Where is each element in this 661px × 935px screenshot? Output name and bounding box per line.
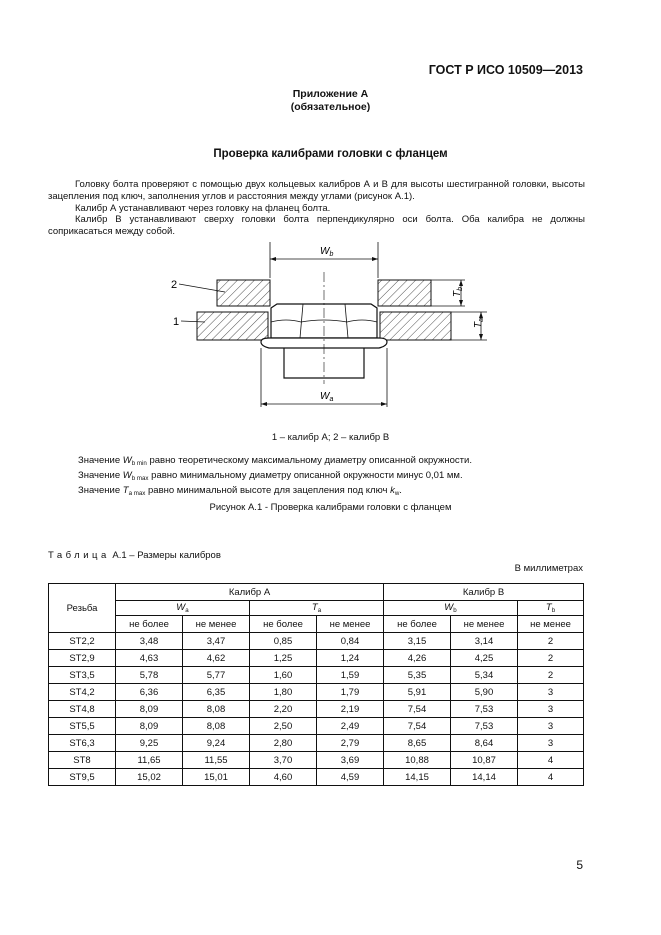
header-gauge-a: Калибр А [116, 584, 384, 601]
note-wb-min: Значение $W_{b min}$ равно теоретическому максимальному диаметру описанной окружности. [78, 455, 472, 467]
value-cell: 7,53 [451, 718, 518, 735]
header-max: не более [116, 616, 183, 633]
header-max: не более [250, 616, 317, 633]
value-cell: 8,65 [384, 735, 451, 752]
section-title: Проверка калибрами головки с фланцем [213, 148, 448, 160]
table-row [49, 684, 584, 701]
tb-label: $T_b$ [452, 286, 464, 297]
value-cell: 3 [518, 701, 584, 718]
value-cell: 1,25 [250, 650, 317, 667]
value-cell: 3,47 [183, 633, 250, 650]
gauge-dimensions-table [48, 583, 584, 786]
value-cell: 14,15 [384, 769, 451, 786]
value-cell: 4,63 [116, 650, 183, 667]
value-cell: 5,91 [384, 684, 451, 701]
value-cell: 2,50 [250, 718, 317, 735]
value-cell: 4,26 [384, 650, 451, 667]
value-cell: 8,08 [183, 701, 250, 718]
header-min: не менее [317, 616, 384, 633]
value-cell: 0,84 [317, 633, 384, 650]
value-cell: 1,24 [317, 650, 384, 667]
table-row [49, 752, 584, 769]
thread-cell: ST3,5 [49, 667, 116, 684]
note-ta-max: Значение $T_{a max}$ равно минимальной высоте для зацепления под ключ $k_w$. [78, 484, 402, 497]
value-cell: 3 [518, 684, 584, 701]
value-cell: 2,19 [317, 701, 384, 718]
header-wa: $W_a$ [116, 601, 250, 616]
value-cell: 4,60 [250, 769, 317, 786]
value-cell: 4,59 [317, 769, 384, 786]
value-cell: 2 [518, 633, 584, 650]
value-cell: 3,48 [116, 633, 183, 650]
figure-caption: Рисунок А.1 - Проверка калибрами головки с фланцем [209, 502, 452, 513]
value-cell: 4 [518, 752, 584, 769]
value-cell: 2,79 [317, 735, 384, 752]
header-min: не менее [451, 616, 518, 633]
thread-cell: ST4,2 [49, 684, 116, 701]
value-cell: 11,55 [183, 752, 250, 769]
figure-legend: 1 – калибр А; 2 – калибр В [271, 432, 390, 443]
table-row [49, 718, 584, 735]
value-cell: 6,35 [183, 684, 250, 701]
thread-cell: ST4,8 [49, 701, 116, 718]
paragraph: Калибр В устанавливают сверху головки болта перпендикулярно оси болта. Оба калибра не должны соприкасаться между собой. [48, 214, 585, 238]
value-cell: 1,60 [250, 667, 317, 684]
marker-gauge-a: 1 [173, 316, 180, 328]
table-row [49, 667, 584, 684]
value-cell: 3,70 [250, 752, 317, 769]
header-gauge-b: Калибр В [384, 584, 584, 601]
ta-label: $T_a$ [473, 317, 485, 328]
value-cell: 2,80 [250, 735, 317, 752]
value-cell: 14,14 [451, 769, 518, 786]
value-cell: 1,59 [317, 667, 384, 684]
paragraph: Калибр А устанавливают через головку на фланец болта. [75, 202, 331, 214]
value-cell: 2 [518, 667, 584, 684]
value-cell: 7,53 [451, 701, 518, 718]
marker-gauge-b: 2 [171, 279, 178, 291]
value-cell: 5,78 [116, 667, 183, 684]
value-cell: 5,90 [451, 684, 518, 701]
value-cell: 6,36 [116, 684, 183, 701]
value-cell: 8,08 [183, 718, 250, 735]
value-cell: 3,69 [317, 752, 384, 769]
annex-heading [0, 88, 661, 114]
table-row [49, 633, 584, 650]
header-ta: $T_a$ [250, 601, 384, 616]
value-cell: 0,85 [250, 633, 317, 650]
value-cell: 8,64 [451, 735, 518, 752]
annex-status: (обязательное) [290, 101, 371, 113]
value-cell: 9,25 [116, 735, 183, 752]
annex-title: Приложение А [292, 88, 369, 100]
value-cell: 4 [518, 769, 584, 786]
value-cell: 15,01 [183, 769, 250, 786]
value-cell: 2 [518, 650, 584, 667]
table-units: В миллиметрах [514, 563, 583, 574]
value-cell: 7,54 [384, 701, 451, 718]
table-caption: Таблица А.1 – Размеры калибров [48, 550, 221, 561]
header-max: не более [384, 616, 451, 633]
value-cell: 9,24 [183, 735, 250, 752]
figure-notes [78, 455, 472, 499]
table-row [49, 701, 584, 718]
value-cell: 15,02 [116, 769, 183, 786]
gauge-a-right [380, 312, 451, 340]
value-cell: 1,79 [317, 684, 384, 701]
body-text [48, 179, 585, 238]
value-cell: 2,20 [250, 701, 317, 718]
note-wb-max: Значение $W_{b max}$ равно минимальному диаметру описанной окружности минус 0,01 мм. [78, 469, 463, 482]
wa-label: $W_a$ [320, 391, 334, 403]
table-body [49, 633, 584, 786]
wb-label: $W_b$ [320, 246, 334, 258]
value-cell: 10,87 [451, 752, 518, 769]
value-cell: 4,25 [451, 650, 518, 667]
table-row [49, 650, 584, 667]
gauge-figure [165, 242, 495, 422]
value-cell: 5,34 [451, 667, 518, 684]
header-min: не менее [518, 616, 584, 633]
thread-cell: ST2,9 [49, 650, 116, 667]
thread-cell: ST2,2 [49, 633, 116, 650]
header-thread: Резьба [49, 584, 116, 633]
value-cell: 1,80 [250, 684, 317, 701]
gauge-b-left [217, 280, 270, 306]
table-row [49, 769, 584, 786]
thread-cell: ST9,5 [49, 769, 116, 786]
value-cell: 11,65 [116, 752, 183, 769]
table-row [49, 735, 584, 752]
page-number: 5 [576, 858, 583, 872]
thread-cell: ST5,5 [49, 718, 116, 735]
value-cell: 3 [518, 735, 584, 752]
value-cell: 4,62 [183, 650, 250, 667]
thread-cell: ST8 [49, 752, 116, 769]
value-cell: 5,35 [384, 667, 451, 684]
header-wb: $W_b$ [384, 601, 518, 616]
standard-code: ГОСТ Р ИСО 10509—2013 [428, 63, 583, 77]
thread-cell: ST6,3 [49, 735, 116, 752]
paragraph: Головку болта проверяют с помощью двух кольцевых калибров А и В для высоты шестигранной головки, высоты зацепления под ключ, заполнения углов и расстояния между углами (рисунок А.1). [48, 179, 585, 202]
value-cell: 2,49 [317, 718, 384, 735]
header-min: не менее [183, 616, 250, 633]
value-cell: 7,54 [384, 718, 451, 735]
gauge-a-left [197, 312, 268, 340]
value-cell: 8,09 [116, 718, 183, 735]
header-tb: $T_b$ [518, 601, 584, 616]
value-cell: 3 [518, 718, 584, 735]
value-cell: 10,88 [384, 752, 451, 769]
value-cell: 5,77 [183, 667, 250, 684]
value-cell: 3,15 [384, 633, 451, 650]
value-cell: 8,09 [116, 701, 183, 718]
value-cell: 3,14 [451, 633, 518, 650]
gauge-b-right [378, 280, 431, 306]
